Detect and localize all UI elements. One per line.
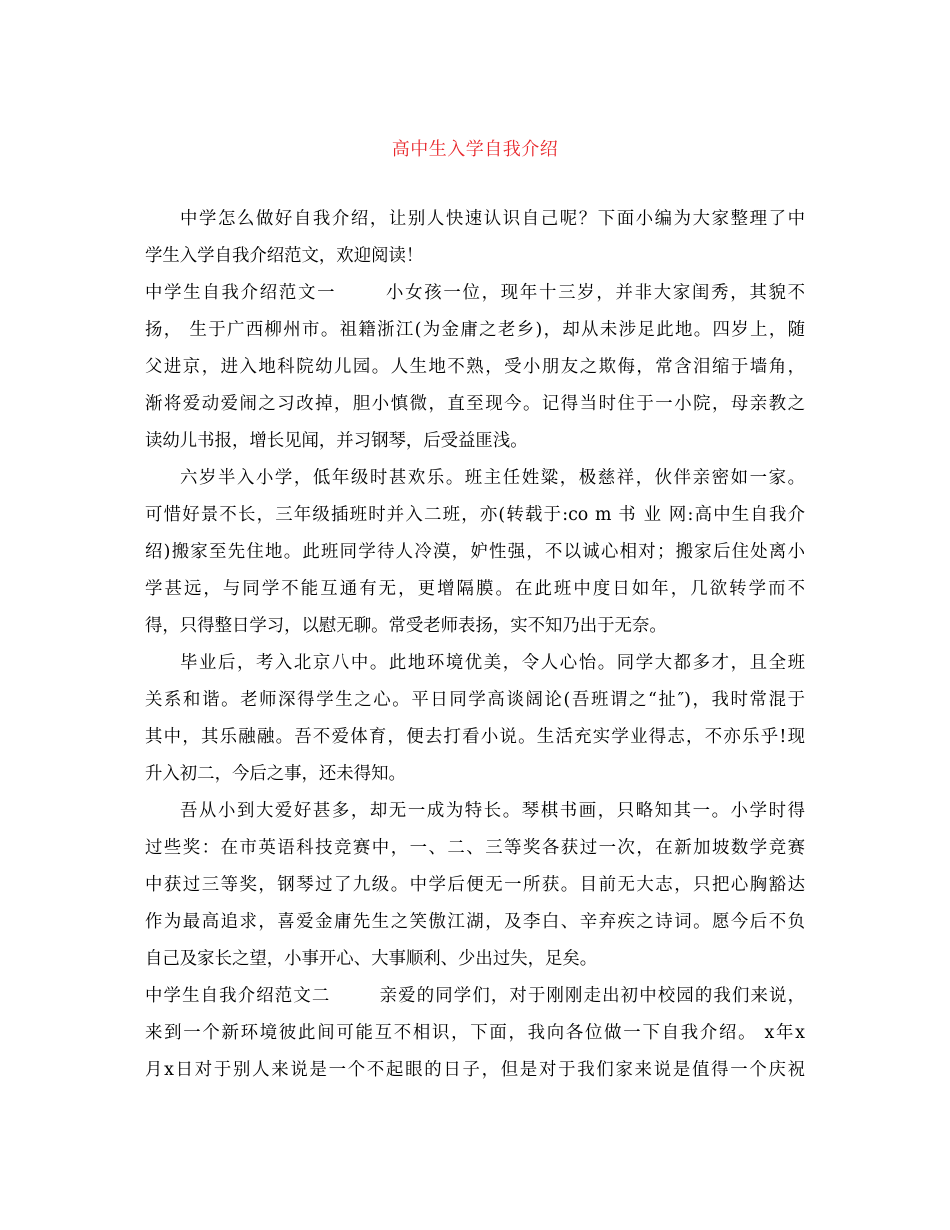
text-line: 关系和谐。老师深得学生之心。平日同学高谈阔论(吾班谓之“扯″)，我时常混于 — [145, 690, 805, 710]
text-line: 扬， 生于广西柳州市。祖籍浙江(为金庸之老乡)，却从未涉足此地。四岁上，随 — [145, 320, 805, 340]
text-line: 吾从小到大爱好甚多，却无一成为特长。琴棋书画，只略知其一。小学时得 — [180, 801, 805, 821]
text-line: 月x日对于别人来说是一个不起眼的日子，但是对于我们家来说是值得一个庆祝 — [145, 1060, 805, 1080]
text-line: 可惜好景不长，三年级插班时并入二班，亦(转载于:co m 书 业 网:高中生自我介 — [145, 505, 805, 525]
text-line: 来到一个新环境彼此间可能互不相识，下面，我向各位做一下自我介绍。 x年x — [145, 1023, 805, 1043]
section-heading-line — [145, 984, 805, 1008]
text-line: 作为最高追求，喜爱金庸先生之笑傲江湖，及李白、辛弃疾之诗词。愿今后不负 — [145, 912, 805, 932]
text-line: 升入初二，今后之事，还未得知。 — [145, 764, 406, 784]
text-line: 自己及家长之望，小事开心、大事顺利、少出过失，足矣。 — [145, 949, 598, 969]
text-line: 学生入学自我介绍范文，欢迎阅读！ — [145, 246, 424, 266]
text-line: 读幼儿书报，增长见闻，并习钢琴，后受益匪浅。 — [145, 431, 528, 451]
text-line: 中学怎么做好自我介绍，让别人快速认识自己呢？下面小编为大家整理了中 — [180, 209, 805, 229]
text-line: 毕业后，考入北京八中。此地环境优美，令人心怡。同学大都多才，且全班 — [180, 653, 805, 673]
text-line: 亲爱的同学们，对于刚刚走出初中校园的我们来说， — [378, 986, 805, 1006]
text-line: 绍)搬家至先住地。此班同学待人冷漠，妒性强，不以诚心相对；搬家后住处离小 — [145, 542, 805, 562]
text-line: 过些奖：在市英语科技竞赛中，一、二、三等奖各获过一次，在新加坡数学竞赛 — [145, 838, 805, 858]
section-heading: 中学生自我介绍范文一 — [145, 283, 337, 303]
section-heading-line — [145, 281, 805, 305]
text-line: 父进京，进入地科院幼儿园。人生地不熟，受小朋友之欺侮，常含泪缩于墙角， — [145, 357, 805, 377]
text-line: 六岁半入小学，低年级时甚欢乐。班主任姓粱，极慈祥，伙伴亲密如一家。 — [180, 468, 805, 488]
text-line: 学甚远，与同学不能互通有无，更增隔膜。在此班中度日如年，几欲转学而不 — [145, 579, 805, 599]
text-line: 小女孩一位，现年十三岁，并非大家闺秀，其貌不 — [384, 283, 805, 303]
section-heading: 中学生自我介绍范文二 — [145, 986, 331, 1006]
document-title: 高中生入学自我介绍 — [391, 139, 559, 160]
text-line: 渐将爱动爱闹之习改掉，胆小慎微，直至现今。记得当时住于一小院，母亲教之 — [145, 394, 805, 414]
text-line: 中获过三等奖，钢琴过了九级。中学后便无一所获。目前无大志，只把心胸豁达 — [145, 875, 805, 895]
text-line: 得，只得整日学习，以慰无聊。常受老师表扬，实不知乃出于无奈。 — [145, 616, 667, 636]
text-line: 其中，其乐融融。吾不爱体育，便去打看小说。生活充实学业得志，不亦乐乎!现 — [145, 727, 805, 747]
